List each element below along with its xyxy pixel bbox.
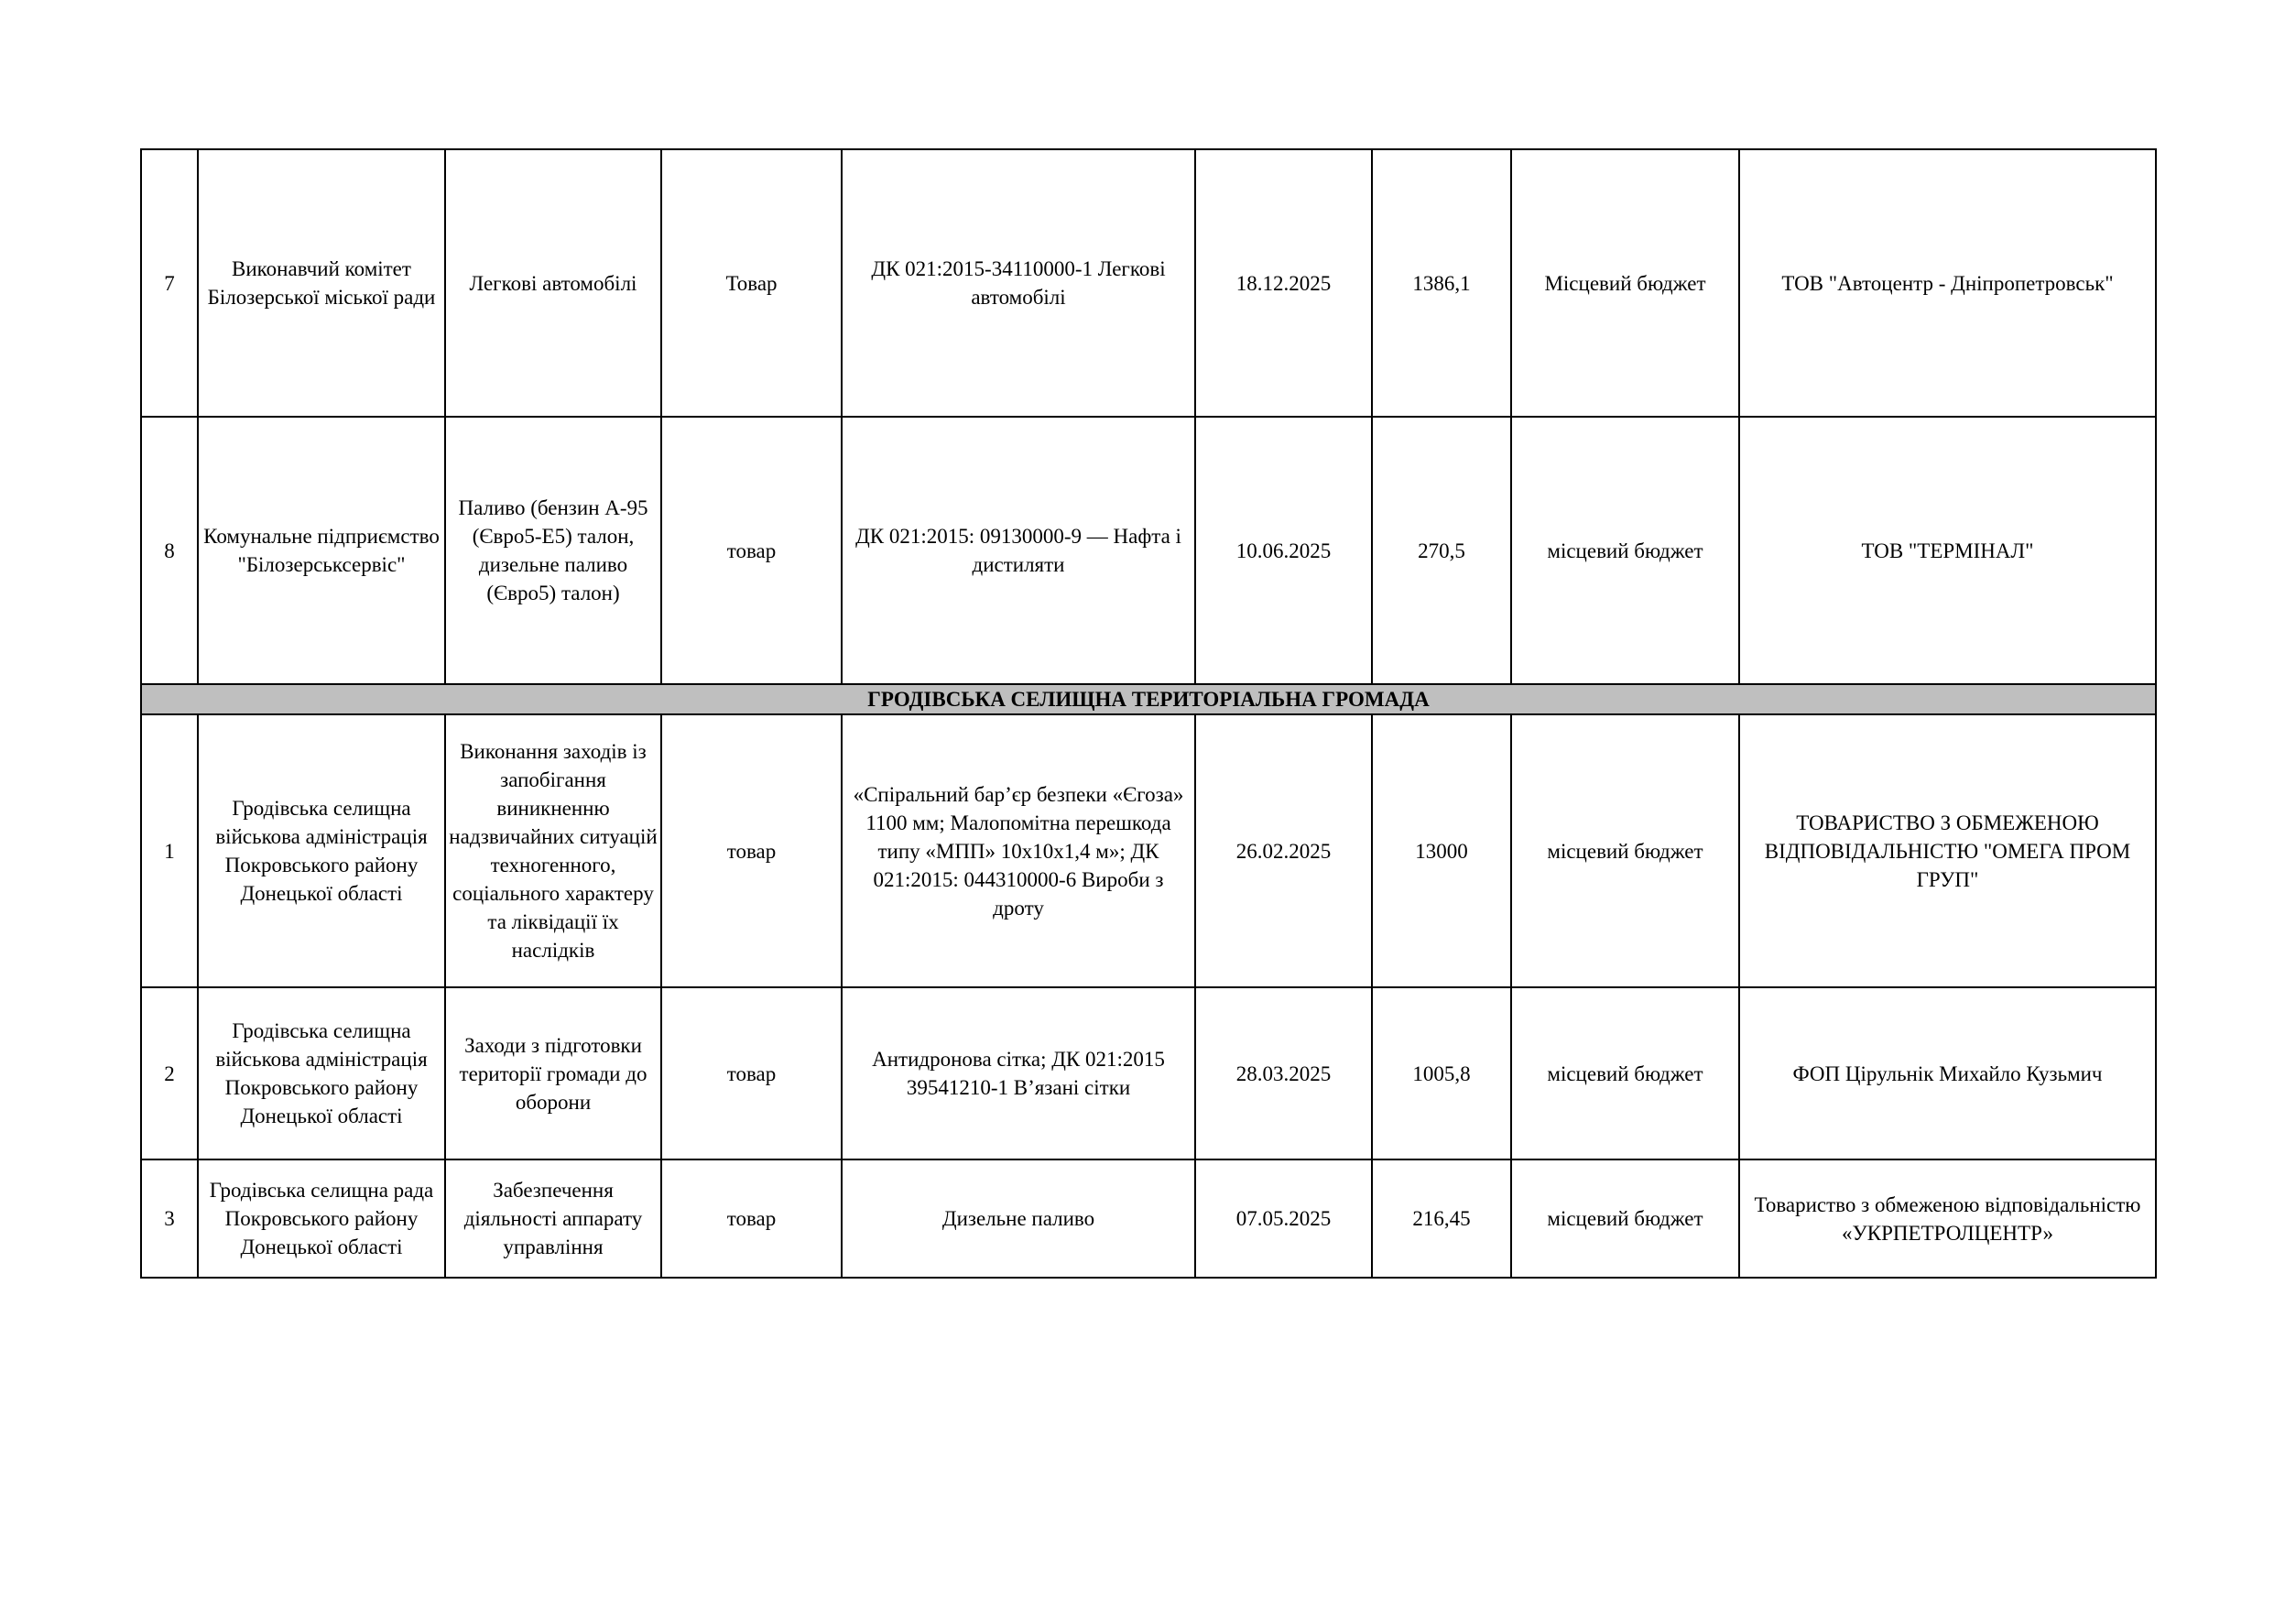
row-number: 2 xyxy=(141,987,198,1159)
date-cell: 07.05.2025 xyxy=(1195,1159,1372,1278)
row-number: 7 xyxy=(141,149,198,417)
source-cell: місцевий бюджет xyxy=(1511,1159,1739,1278)
customer-cell: Гродівська селищна військова адміністрація Покровського району Донецької області xyxy=(198,987,445,1159)
subject-cell: Заходи з підготовки території громади до оборони xyxy=(445,987,661,1159)
date-cell: 28.03.2025 xyxy=(1195,987,1372,1159)
code-cell: Дизельне паливо xyxy=(842,1159,1195,1278)
code-cell: ДК 021:2015: 09130000-9 — Нафта і дистиляти xyxy=(842,417,1195,684)
procurement-table xyxy=(140,148,2157,1279)
customer-cell: Гродівська селищна військова адміністрація Покровського району Донецької області xyxy=(198,714,445,987)
date-cell: 10.06.2025 xyxy=(1195,417,1372,684)
subject-cell xyxy=(445,714,661,987)
row-number: 1 xyxy=(141,714,198,987)
supplier-cell: ТОВ "ТЕРМІНАЛ" xyxy=(1739,417,2156,684)
source-cell: місцевий бюджет xyxy=(1511,417,1739,684)
supplier-cell: ТОВАРИСТВО З ОБМЕЖЕНОЮ ВІДПОВІДАЛЬНІСТЮ "ОМЕГА ПРОМ ГРУП" xyxy=(1739,714,2156,987)
date-cell: 26.02.2025 xyxy=(1195,714,1372,987)
table-row xyxy=(141,1159,2156,1278)
type-cell: товар xyxy=(661,1159,842,1278)
type-cell: Товар xyxy=(661,149,842,417)
amount-cell: 1005,8 xyxy=(1372,987,1511,1159)
amount-cell: 270,5 xyxy=(1372,417,1511,684)
type-cell: товар xyxy=(661,714,842,987)
code-cell: Антидронова сітка; ДК 021:2015 39541210-1 В’язані сітки xyxy=(842,987,1195,1159)
source-cell: місцевий бюджет xyxy=(1511,987,1739,1159)
subject-text: Виконання заходів із запобігання виникненню надзвичайних ситуацій техногенного, соціального характеру та ліквідації їх наслідків xyxy=(449,740,658,962)
supplier-cell: ТОВ "Автоцентр - Дніпропетровськ" xyxy=(1739,149,2156,417)
type-cell: товар xyxy=(661,417,842,684)
supplier-cell: ФОП Цірульнік Михайло Кузьмич xyxy=(1739,987,2156,1159)
subject-cell: Забезпечення діяльності аппарату управління xyxy=(445,1159,661,1278)
customer-cell: Виконавчий комітет Білозерської міської ради xyxy=(198,149,445,417)
code-cell: ДК 021:2015-34110000-1 Легкові автомобілі xyxy=(842,149,1195,417)
row-number: 3 xyxy=(141,1159,198,1278)
source-cell: місцевий бюджет xyxy=(1511,714,1739,987)
type-cell: товар xyxy=(661,987,842,1159)
amount-cell: 216,45 xyxy=(1372,1159,1511,1278)
table-row xyxy=(141,149,2156,417)
row-number: 8 xyxy=(141,417,198,684)
source-cell: Місцевий бюджет xyxy=(1511,149,1739,417)
code-cell: «Спіральний бар’єр безпеки «Єгоза» 1100 мм; Малопомітна перешкода типу «МПП» 10х10х1,4 м»; ДК 021:2015: 044310000-6 Вироби з дроту xyxy=(842,714,1195,987)
amount-cell: 1386,1 xyxy=(1372,149,1511,417)
table-row xyxy=(141,987,2156,1159)
section-title: ГРОДІВСЬКА СЕЛИЩНА ТЕРИТОРІАЛЬНА ГРОМАДА xyxy=(141,684,2156,714)
customer-cell: Комунальне підприємство "Білозерськсервіс" xyxy=(198,417,445,684)
amount-cell: 13000 xyxy=(1372,714,1511,987)
table-row xyxy=(141,417,2156,684)
date-cell: 18.12.2025 xyxy=(1195,149,1372,417)
subject-cell: Легкові автомобілі xyxy=(445,149,661,417)
table-row xyxy=(141,714,2156,987)
supplier-cell: Товариство з обмеженою відповідальністю «УКРПЕТРОЛЦЕНТР» xyxy=(1739,1159,2156,1278)
customer-cell: Гродівська селищна рада Покровського району Донецької області xyxy=(198,1159,445,1278)
section-header-row xyxy=(141,684,2156,714)
subject-cell: Паливо (бензин А-95 (Євро5-Е5) талон, дизельне паливо (Євро5) талон) xyxy=(445,417,661,684)
